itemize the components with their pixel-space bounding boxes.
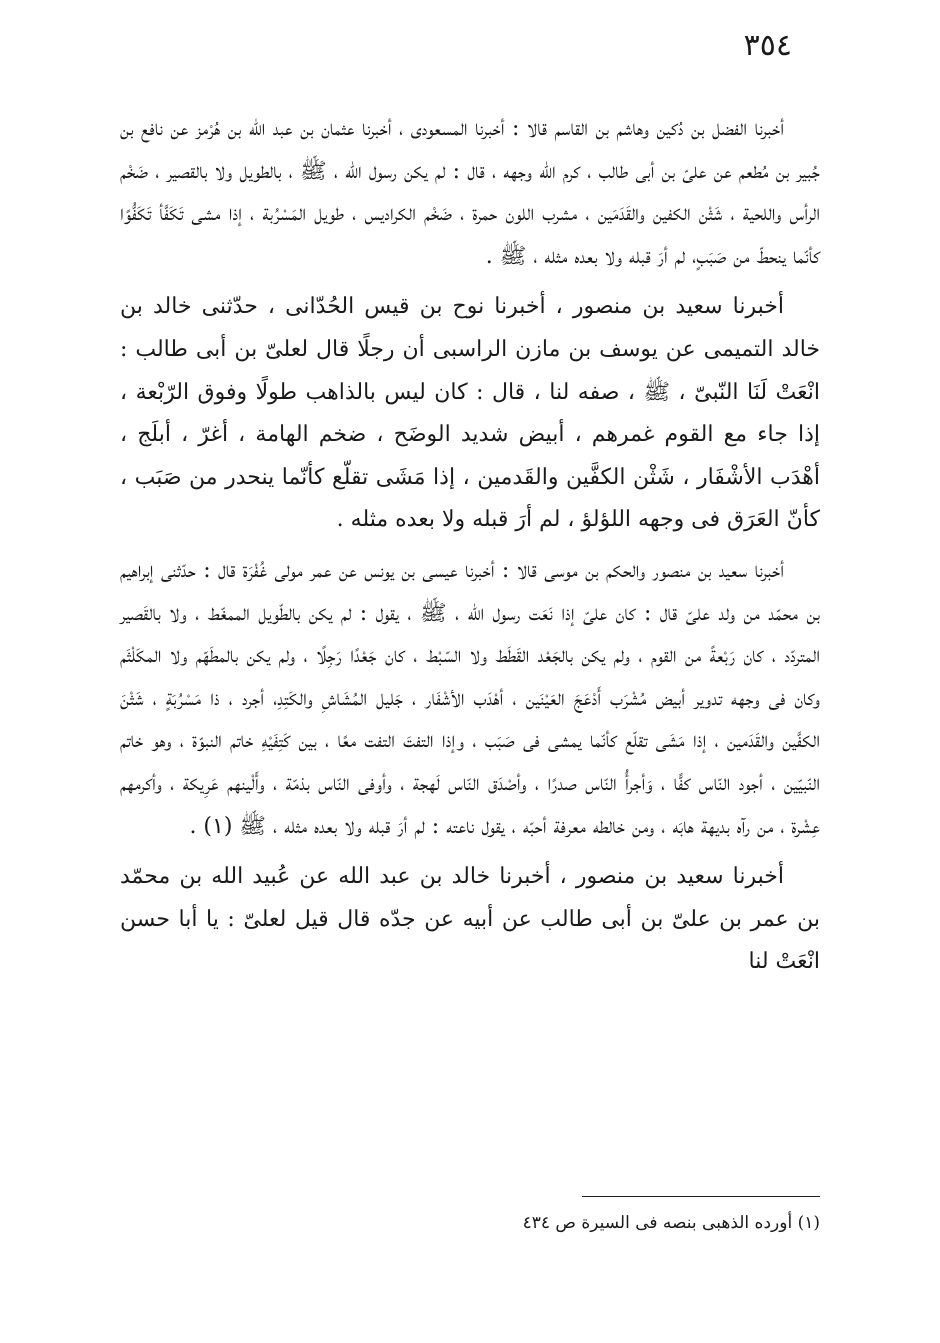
paragraph-4: أخبرنا سعيد بن منصور ، أخبرنا خالد بن عبد الله عن عُبيد الله بن محمّد بن عمر بن علىّ بن أبى طالب عن أبيه عن جدّه قال قيل لعلىّ : يا أبا حسن انْعَتْ لنا	[120, 864, 820, 975]
paragraph-1: أخبرنا الفضل بن دُكين وهاشم بن القاسم قالا : أخبرنا المسعودى ، أخبرنا عثمان بن عبد الله بن هُرْمز عن نافع بن جُبير بن مُطعم عن علىّ بن أبى طالب ، كرم الله وجهه ، قال : لم يكن رسول الله ، ﷺ ، بالطويل ولا بالقصير ، ضَخْم الرأس واللحية ، شَثْن الكفين والقَدَمَين ، مشرب اللون حمرة ، ضَخْم الكراديس ، طويل المَسْرُبة ، إذا مشى تَكَفَّأ تَكَفُّوًا كأنّما ينحطّ من صَبَبٍ، لم أرَ قبله ولا بعده مثله ، ﷺ .	[120, 116, 820, 269]
page-number: ٣٥٤	[743, 28, 792, 63]
paragraph-2: أخبرنا سعيد بن منصور ، أخبرنا نوح بن قيس الحُدّانى ، حدّثنى خالد بن خالد التميمى عن يوسف بن مازن الراسبى أن رجلًا قال لعلىّ بن أبى طالب : انْعَتْ لَنَا النّبىّ ، ﷺ ، صفه لنا ، قال : كان ليس بالذاهب طولًا وفوق الرّبْعة ، إذا جاء مع القوم غمرهم ، أبيض شديد الوضَح ، ضخم الهامة ، أغرّ ، أبلَج ، أهْدَب الأشْفَار ، شَثْن الكفَّين والقَدمين ، إذا مَشَى تقلّع كأنّما ينحدر من صَبَب ، كأنّ العَرَق فى وجهه اللؤلؤ ، لم أرَ قبله ولا بعده مثله .	[120, 294, 820, 533]
paragraph-3: أخبرنا سعيد بن منصور والحكم بن موسى قالا : أخبرنا عيسى بن يونس عن عمر مولى غُفْرَة قال : حدّثنى إبراهيم بن محمّد من ولد علىّ قال : كان علىّ إذا نَعَت رسول الله ، ﷺ ، يقول : لم يكن بالطّويل الممغّط ، ولا بالقَصير المتردّد ، كان رَبْعةً من القوم ، ولم يكن بالجَعْد القَطَط ولا السّبْط ، كان جَعْدًا رَجِلًا ، ولم يكن بالمطَهّم ولا المكَلْثَم وكان فى وجهه تدوير أبيض مُشْرَب أَدْعَجَ العَيْنَين ، أهْدَب الأشْفَار ، جَليل المُشَاشِ والكَتِدِ، أجرد ، ذا مَسْرُبَةٍ ، شَثْنَ الكفَّين والقَدَمين ، إذا مَشَى تقلّع كأنّما يمشى فى صَبَب ، وإذا التفتَ التفت معًا ، بين كَتِفَيْهِ خاتم النبوّة ، وهو خاتم النّبيّين ، أجود النّاس كفًّا ، وَأجرأُ النّاس صدرًا ، وأصْدَق النّاس لَهجة ، وأوفى النّاس بذمّة ، وأَلْينهم عَرِيكة ، وأكرمهم عِشْرة ، من رآه بديهة هابَه ، ومن خالطه معرفة أحبّه ، يقول ناعته : لم أرَ قبله ولا بعده مثله ، ﷺ (١) .	[120, 557, 820, 839]
main-text	[120, 108, 820, 992]
footnote: (١) أورده الذهبى بنصه فى السيرة ص ٤٣٤	[522, 1213, 820, 1233]
footnote-divider	[582, 1196, 820, 1197]
